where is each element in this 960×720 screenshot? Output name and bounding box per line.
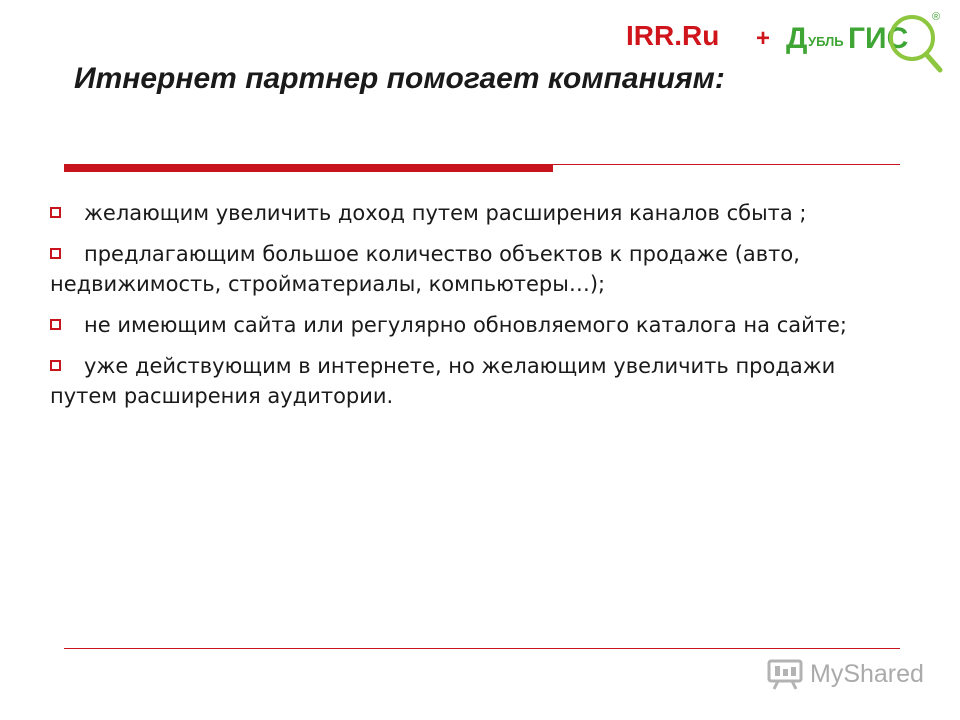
square-bullet-icon [50,207,61,218]
list-item [50,310,900,340]
list-item-text: желающим увеличить доход путем расширения каналов сбыта ; [84,201,807,225]
square-bullet-icon [50,360,61,371]
title-accent-bar [64,164,553,172]
magnifier-handle-icon [926,54,940,70]
irr-logo: IRR.Ru [626,20,720,51]
list-item-text: уже действующим в интернете, но желающим увеличить продажи путем расширения аудитории. [50,354,836,408]
list-item [50,198,900,228]
list-item-text: предлагающим большое количество объектов к продаже (авто, недвижимость, стройматериалы, компьютеры…); [50,242,800,296]
logo-plus: + [756,25,771,52]
watermark-text: MyShared [810,659,924,688]
square-bullet-icon [50,248,61,259]
dublgis-logo-prefix: Д [786,22,808,55]
registered-mark: ® [932,11,941,23]
myshared-watermark [766,656,924,692]
square-bullet-icon [50,319,61,330]
footer-divider-line [64,648,900,649]
slide-title: Итнернет партнер помогает компаниям: [74,62,725,95]
list-item-text: не имеющим сайта или регулярно обновляемого каталога на сайте; [84,313,847,337]
bullet-list [50,198,900,422]
presentation-board-icon [766,657,804,691]
list-item [50,351,900,411]
dublgis-logo [780,4,950,74]
dublgis-logo-middle: УБЛЬ [808,34,844,49]
list-item [50,239,900,299]
dublgis-logo-suffix: ГИС [848,22,909,55]
title-divider-line [553,164,900,165]
